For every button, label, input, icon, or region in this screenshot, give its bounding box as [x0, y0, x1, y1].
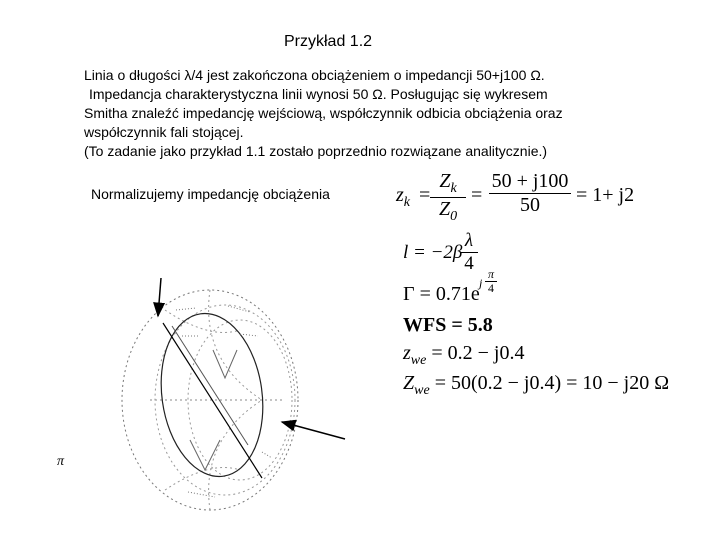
tick-mark-4 [240, 334, 258, 336]
smith-pi-label: π [57, 454, 65, 469]
tick-mark-2 [228, 306, 250, 312]
smith-reactance-arc-4 [165, 468, 240, 491]
tick-mark-5 [262, 452, 272, 458]
eq1-lhs: $z_k$ [396, 184, 411, 210]
chart-mark-2 [190, 440, 220, 470]
slide-title: Przykład 1.2 [284, 33, 373, 50]
eq3-exp-j: j [479, 276, 483, 290]
equation-normalized-input: $z_{we} = 0.2 - j0.4$ [403, 342, 525, 368]
statement-line-4: współczynnik fali stojącej. [84, 124, 244, 140]
statement-line-5: (To zadanie jako przykład 1.1 zostało poprzednio rozwiązane analitycznie.) [84, 143, 548, 159]
statement-line-3: Smitha znaleźć impedancję wejściową, współczynnik odbicia obciążenia oraz [84, 105, 563, 121]
eq3-lhs: Γ = 0.71e [403, 283, 480, 305]
normalize-label: Normalizujemy impedancję obciążenia [91, 186, 330, 202]
smith-reactance-arc-2 [209, 400, 262, 510]
statement-line-2: Impedancja charakterystyczna linii wynosi 50 Ω. Posługując się wykresem [89, 86, 548, 102]
eq1-result: = 1+ j2 [576, 184, 635, 206]
eq3-exp-fraction: $\frac{\pi}{4}$ [485, 268, 497, 295]
statement-line-1: Linia o długości λ/4 jest zakończona obciążeniem o impedancji 50+j100 Ω. [84, 67, 545, 83]
eq1-equals-2: = [471, 184, 483, 206]
equation-input-impedance: $Z_{we} = 50(0.2 - j0.4) = 10 - j20$ Ω [403, 372, 670, 398]
eq2-lhs: l = −2β [403, 242, 463, 263]
eq1-equals: = [419, 184, 431, 206]
equation-vswr: WFS = 5.8 [403, 314, 493, 336]
radial-line-2 [172, 326, 248, 445]
eq1-fraction-1: $\frac{Z_k}{Z_0}$ [430, 170, 466, 225]
tick-mark-6 [188, 492, 215, 497]
tick-mark [176, 308, 196, 310]
eq2-fraction: $\frac{\lambda}{4}$ [460, 230, 478, 275]
chart-mark [213, 350, 237, 378]
eq1-fraction-2: $\frac{50 + j100}{50}$ [489, 170, 571, 217]
